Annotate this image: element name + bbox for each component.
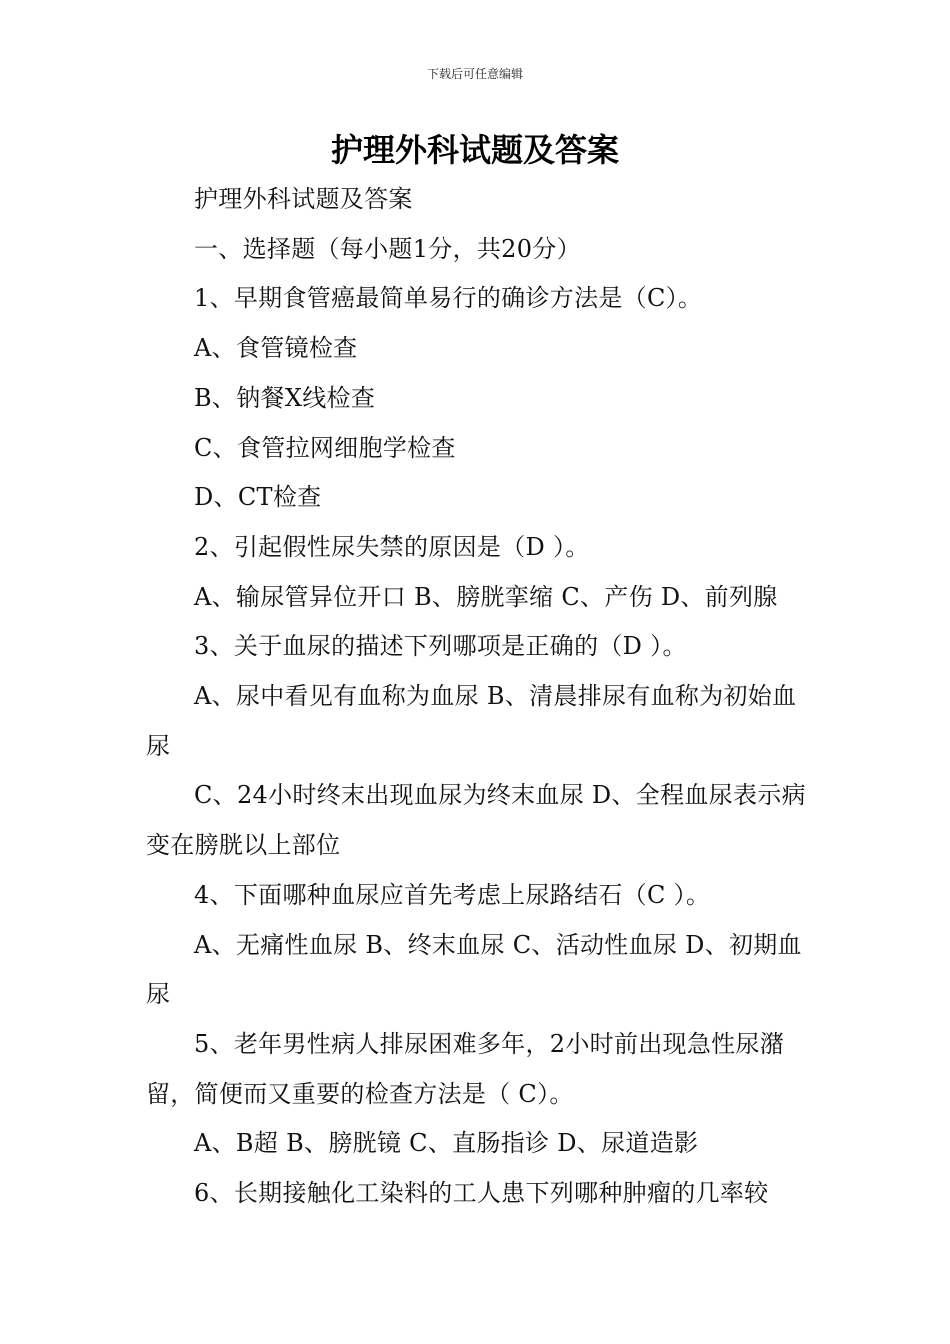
option: D、CT检查 [194,483,322,512]
options-line: A、输尿管异位开口 B、膀胱挛缩 C、产伤 D、前列腺 [194,582,778,611]
page-header: 下载后可任意编辑 [426,67,523,81]
options-line: A、B超 B、膀胱镜 C、直肠指诊 D、尿道造影 [194,1129,699,1158]
question: 3、关于血尿的描述下列哪项是正确的（D ）。 [194,632,687,661]
document-title: 护理外科试题及答案 [330,131,619,169]
question: 5、老年男性病人排尿困难多年，2小时前出现急性尿潴留，简便而又重要的检查方法是（ C）。 [146,1029,785,1108]
question: 1、早期食管癌最简单易行的确诊方法是（C）。 [194,284,703,313]
section-heading: 一、选择题（每小题1分，共20分） [194,234,581,263]
option: B、钠餐X线检查 [194,383,376,412]
options-line: C、24小时终末出现血尿为终末血尿 D、全程血尿表示病变在膀胱以上部位 [146,781,806,860]
question: 4、下面哪种血尿应首先考虑上尿路结石（C ）。 [194,880,711,909]
option: C、食管拉网细胞学检查 [194,433,456,462]
question: 2、引起假性尿失禁的原因是（D ）。 [194,532,590,561]
paragraph: 护理外科试题及答案 [194,185,413,213]
options-line: A、无痛性血尿 B、终末血尿 C、活动性血尿 D、初期血尿 [146,930,802,1009]
question: 6、长期接触化工染料的工人患下列哪种肿瘤的几率较 [194,1179,769,1208]
document-body [146,175,812,1219]
option: A、食管镜检查 [194,334,358,363]
options-line: A、尿中看见有血称为血尿 B、清晨排尿有血称为初始血尿 [146,682,797,760]
